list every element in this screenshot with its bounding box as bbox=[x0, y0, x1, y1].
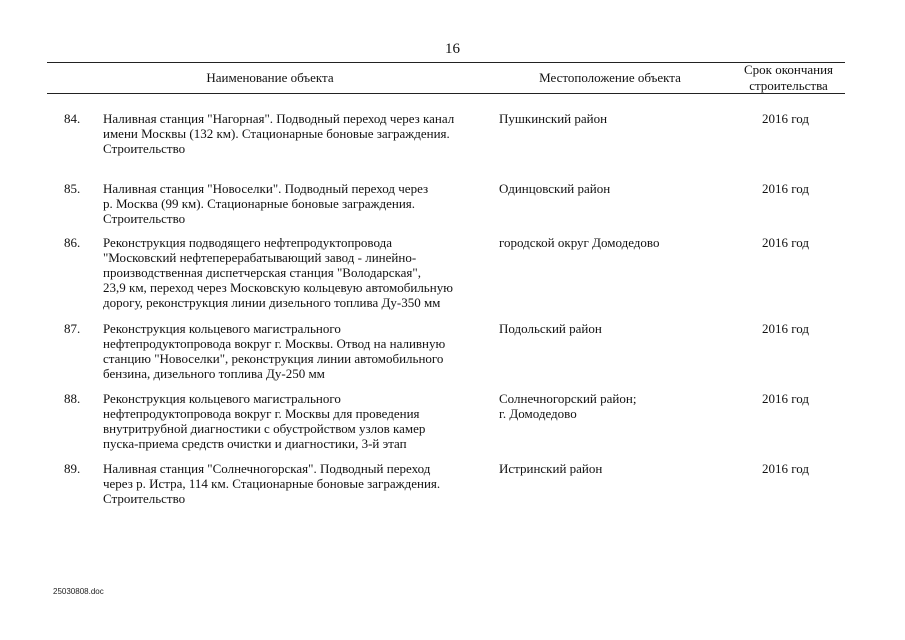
object-name-line: Наливная станция "Солнечногорская". Подводный переход bbox=[103, 461, 431, 476]
object-location-line: городской округ Домодедово bbox=[499, 235, 660, 250]
row-number: 89. bbox=[64, 461, 81, 476]
object-name-line: нефтепродуктопровода вокруг г. Москвы. Отвод на наливную bbox=[103, 336, 446, 351]
object-name-line: Наливная станция "Новоселки". Подводный переход через bbox=[103, 181, 429, 196]
page-number: 16 bbox=[445, 41, 460, 57]
completion-term: 2016 год bbox=[762, 181, 809, 196]
completion-term: 2016 год bbox=[762, 235, 809, 250]
object-name-line: Строительство bbox=[103, 211, 186, 226]
object-name bbox=[103, 461, 488, 506]
row-number: 85. bbox=[64, 181, 81, 196]
object-location bbox=[499, 321, 719, 336]
object-name bbox=[103, 321, 488, 381]
object-name-line: внутритрубной диагностики с обустройством узлов камер bbox=[103, 421, 426, 436]
footer-filename: 25030808.doc bbox=[53, 587, 104, 596]
completion-term: 2016 год bbox=[762, 391, 809, 406]
object-name-line: Наливная станция "Нагорная". Подводный переход через канал bbox=[103, 111, 455, 126]
object-name-line: Строительство bbox=[103, 141, 186, 156]
object-name-line: имени Москвы (132 км). Стационарные боновые заграждения. bbox=[103, 126, 450, 141]
object-name-line: через р. Истра, 114 км. Стационарные боновые заграждения. bbox=[103, 476, 441, 491]
object-name-line: р. Москва (99 км). Стационарные боновые заграждения. bbox=[103, 196, 416, 211]
column-header-name: Наименование объекта bbox=[206, 70, 334, 85]
object-name-line: пуска-приема средств очистки и диагностики, 3-й этап bbox=[103, 436, 407, 451]
object-name bbox=[103, 181, 488, 226]
header-bottom-rule bbox=[47, 93, 845, 94]
object-name bbox=[103, 111, 488, 156]
column-header-term-line1: Срок окончания bbox=[743, 62, 834, 77]
object-location-line: Подольский район bbox=[499, 321, 602, 336]
completion-term: 2016 год bbox=[762, 111, 809, 126]
object-name-line: производственная диспетчерская станция "Володарская", bbox=[103, 265, 421, 280]
object-name-line: дорогу, реконструкция линии дизельного топлива Ду-350 мм bbox=[103, 295, 441, 310]
object-name-line: нефтепродуктопровода вокруг г. Москвы для проведения bbox=[103, 406, 420, 421]
object-name bbox=[103, 391, 488, 451]
object-location bbox=[499, 181, 719, 196]
object-name-line: 23,9 км, переход через Московскую кольцевую автомобильную bbox=[103, 280, 453, 295]
object-location-line: Одинцовский район bbox=[499, 181, 611, 196]
column-header-term-line2: строительства bbox=[749, 78, 828, 93]
object-name-line: "Московский нефтеперерабатывающий завод - линейно- bbox=[103, 250, 417, 265]
object-location-line: Солнечногорский район; bbox=[499, 391, 637, 406]
completion-term: 2016 год bbox=[762, 461, 809, 476]
object-name-line: Реконструкция подводящего нефтепродуктопровода bbox=[103, 235, 392, 250]
object-name-line: станцию "Новоселки", реконструкция линии автомобильного bbox=[103, 351, 444, 366]
object-name-line: Реконструкция кольцевого магистрального bbox=[103, 391, 341, 406]
object-location bbox=[499, 111, 719, 126]
object-name-line: Реконструкция кольцевого магистрального bbox=[103, 321, 341, 336]
object-location bbox=[499, 235, 719, 250]
object-location-line: г. Домодедово bbox=[499, 406, 577, 421]
column-header-term bbox=[732, 62, 845, 94]
row-number: 86. bbox=[64, 235, 81, 250]
object-name bbox=[103, 235, 488, 310]
column-header-location: Местоположение объекта bbox=[539, 70, 681, 85]
row-number: 87. bbox=[64, 321, 81, 336]
row-number: 88. bbox=[64, 391, 81, 406]
header-top-rule bbox=[47, 62, 845, 63]
object-name-line: Строительство bbox=[103, 491, 186, 506]
object-location bbox=[499, 391, 719, 421]
object-location-line: Истринский район bbox=[499, 461, 603, 476]
object-name-line: бензина, дизельного топлива Ду-250 мм bbox=[103, 366, 325, 381]
row-number: 84. bbox=[64, 111, 81, 126]
object-location-line: Пушкинский район bbox=[499, 111, 608, 126]
completion-term: 2016 год bbox=[762, 321, 809, 336]
object-location bbox=[499, 461, 719, 476]
